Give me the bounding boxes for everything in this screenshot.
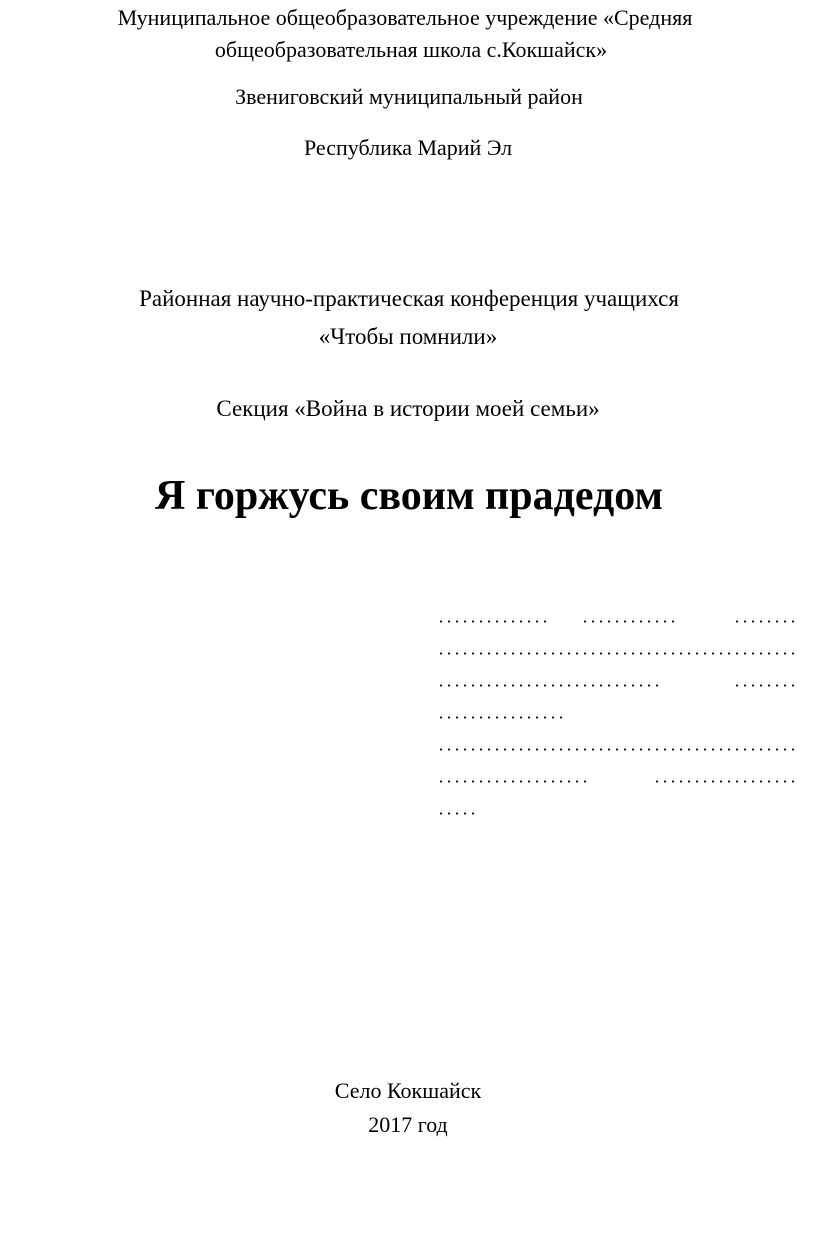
- faded-text-line: [437, 652, 799, 660]
- author-info-block: [437, 620, 799, 844]
- faded-text-line: [437, 716, 799, 724]
- section-name: Секция «Война в истории моей семьи»: [216, 396, 600, 421]
- republic-name: Республика Марий Эл: [303, 135, 513, 160]
- faded-text-line: [437, 812, 799, 820]
- faded-text-line: [437, 620, 799, 628]
- conference-name-line-2: «Чтобы помнили»: [318, 324, 498, 349]
- year-label: 2017 год: [368, 1112, 448, 1137]
- place-name: Село Кокшайск: [334, 1078, 482, 1103]
- faded-text-line: [437, 748, 799, 756]
- school-name-line-1: Муниципальное общеобразовательное учреждение «Средняя: [117, 5, 693, 30]
- conference-name-line-1: Районная научно-практическая конференция учащихся: [139, 286, 679, 311]
- document-title: Я горжусь своим прадедом: [154, 473, 664, 519]
- faded-text-line: [437, 684, 799, 692]
- school-name-line-2: общеобразовательная школа с.Кокшайск»: [214, 37, 608, 62]
- district-name: Звениговский муниципальный район: [235, 84, 583, 109]
- faded-text-line: [437, 780, 799, 788]
